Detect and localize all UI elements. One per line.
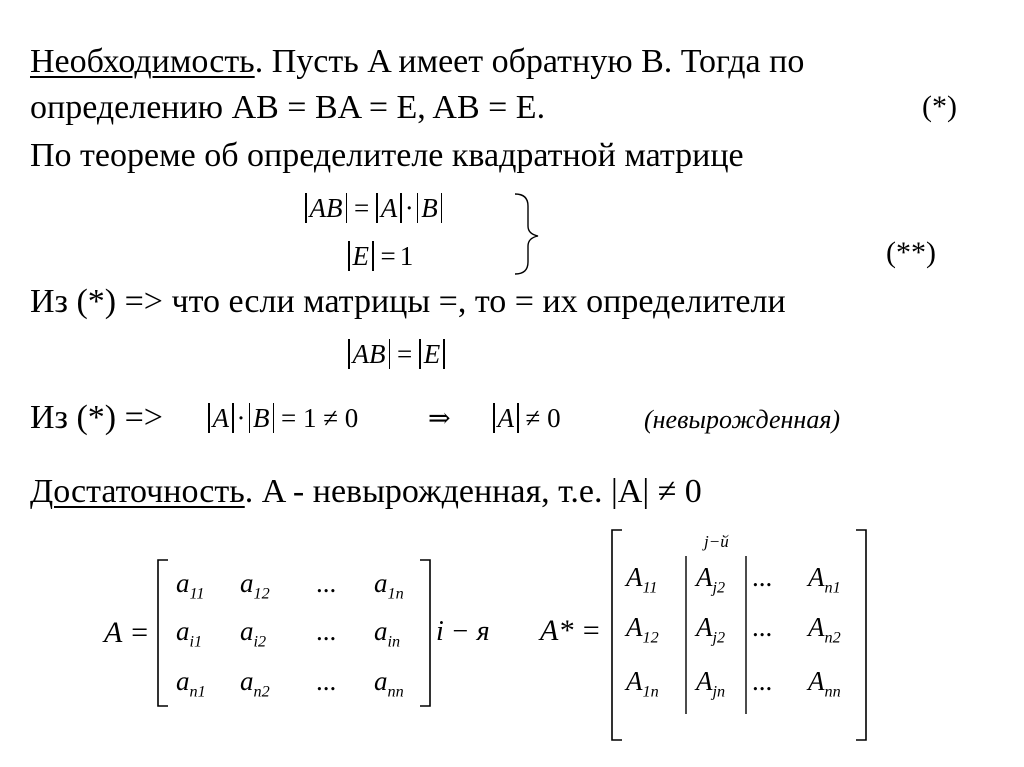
formula-det-nonzero: A · B = 1 ≠ 0 [205, 402, 362, 434]
formula-det-identity: E = 1 [345, 240, 413, 272]
formula-det-product: AB = A · B [302, 192, 445, 224]
matrix-astar-cell-1-2: ... [752, 612, 773, 642]
matrix-a-cell-0-1: $a_{12}$ [240, 568, 270, 603]
formula-a-nonzero: A ≠ 0 [490, 402, 565, 434]
matrix-astar-right-bracket [856, 530, 866, 740]
matrix-astar-cell-0-2: ... [752, 562, 773, 592]
matrix-a-cell-2-3: $a_{nn}$ [374, 666, 404, 701]
system-brace [515, 194, 538, 274]
sufficiency-heading: Достаточность [30, 473, 245, 510]
matrix-astar-left-bracket [612, 530, 622, 740]
matrix-astar-cell-2-3: $A_{nn}$ [808, 666, 841, 701]
matrix-astar-label: A* = [540, 614, 602, 647]
matrix-astar-cell-0-0: $A_{11}$ [626, 562, 658, 597]
necessity-line-5: Из (*) => [30, 399, 163, 436]
matrix-astar-cell-1-3: $A_{n2}$ [808, 612, 841, 647]
matrix-a-cell-2-2: ... [316, 666, 337, 696]
matrix-a-cell-0-2: ... [316, 568, 337, 598]
equation-tag-1: (*) [922, 90, 957, 123]
implies-arrow: ⇒ [428, 403, 451, 433]
matrix-a-cell-2-1: $a_{n2}$ [240, 666, 270, 701]
matrix-astar-cell-2-0: $A_{1n}$ [626, 666, 659, 701]
matrix-a-cell-0-0: $a_{11}$ [176, 568, 205, 603]
necessity-heading: Необходимость [30, 43, 255, 80]
matrix-a-right-bracket [420, 560, 430, 706]
matrix-a-cell-0-3: $a_{1n}$ [374, 568, 404, 603]
matrix-astar-cell-0-1: $A_{j2}$ [696, 562, 726, 597]
matrix-a-cell-1-0: $a_{i1}$ [176, 616, 203, 651]
matrix-astar-cell-1-0: $A_{12}$ [626, 612, 659, 647]
matrix-astar-cell-2-2: ... [752, 666, 773, 696]
necessity-line-3: По теореме об определителе квадратной матрице [30, 137, 744, 174]
matrix-a-left-bracket [158, 560, 168, 706]
equation-tag-2: (**) [886, 236, 936, 269]
matrix-a-cell-1-3: $a_{in}$ [374, 616, 401, 651]
matrix-a-cell-1-1: $a_{i2}$ [240, 616, 267, 651]
matrix-astar-cell-1-1: $A_{j2}$ [696, 612, 726, 647]
necessity-line-1-rest: . Пусть A имеет обратную B. Тогда по [254, 43, 805, 80]
matrix-a-cell-2-0: $a_{n1}$ [176, 666, 206, 701]
sufficiency-rest: . A - невырожденная, т.е. |A| ≠ 0 [244, 473, 702, 510]
formula-det-ab-eq-e: AB = E [345, 338, 448, 370]
necessity-line-2: определению AB = BA = E, AB = E. [30, 89, 546, 126]
matrix-astar-cell-0-3: $A_{n1}$ [808, 562, 841, 597]
matrix-astar-col-label: j−й [704, 532, 729, 551]
matrix-a-row-label: i − я [436, 616, 490, 647]
matrix-astar-cell-2-1: $A_{jn}$ [696, 666, 726, 701]
necessity-line-4: Из (*) => что если матрицы =, то = их определители [30, 283, 786, 320]
matrix-a-label: A = [104, 616, 150, 649]
matrix-a-cell-1-2: ... [316, 616, 337, 646]
nondegenerate-note: (невырожденная) [644, 405, 841, 434]
